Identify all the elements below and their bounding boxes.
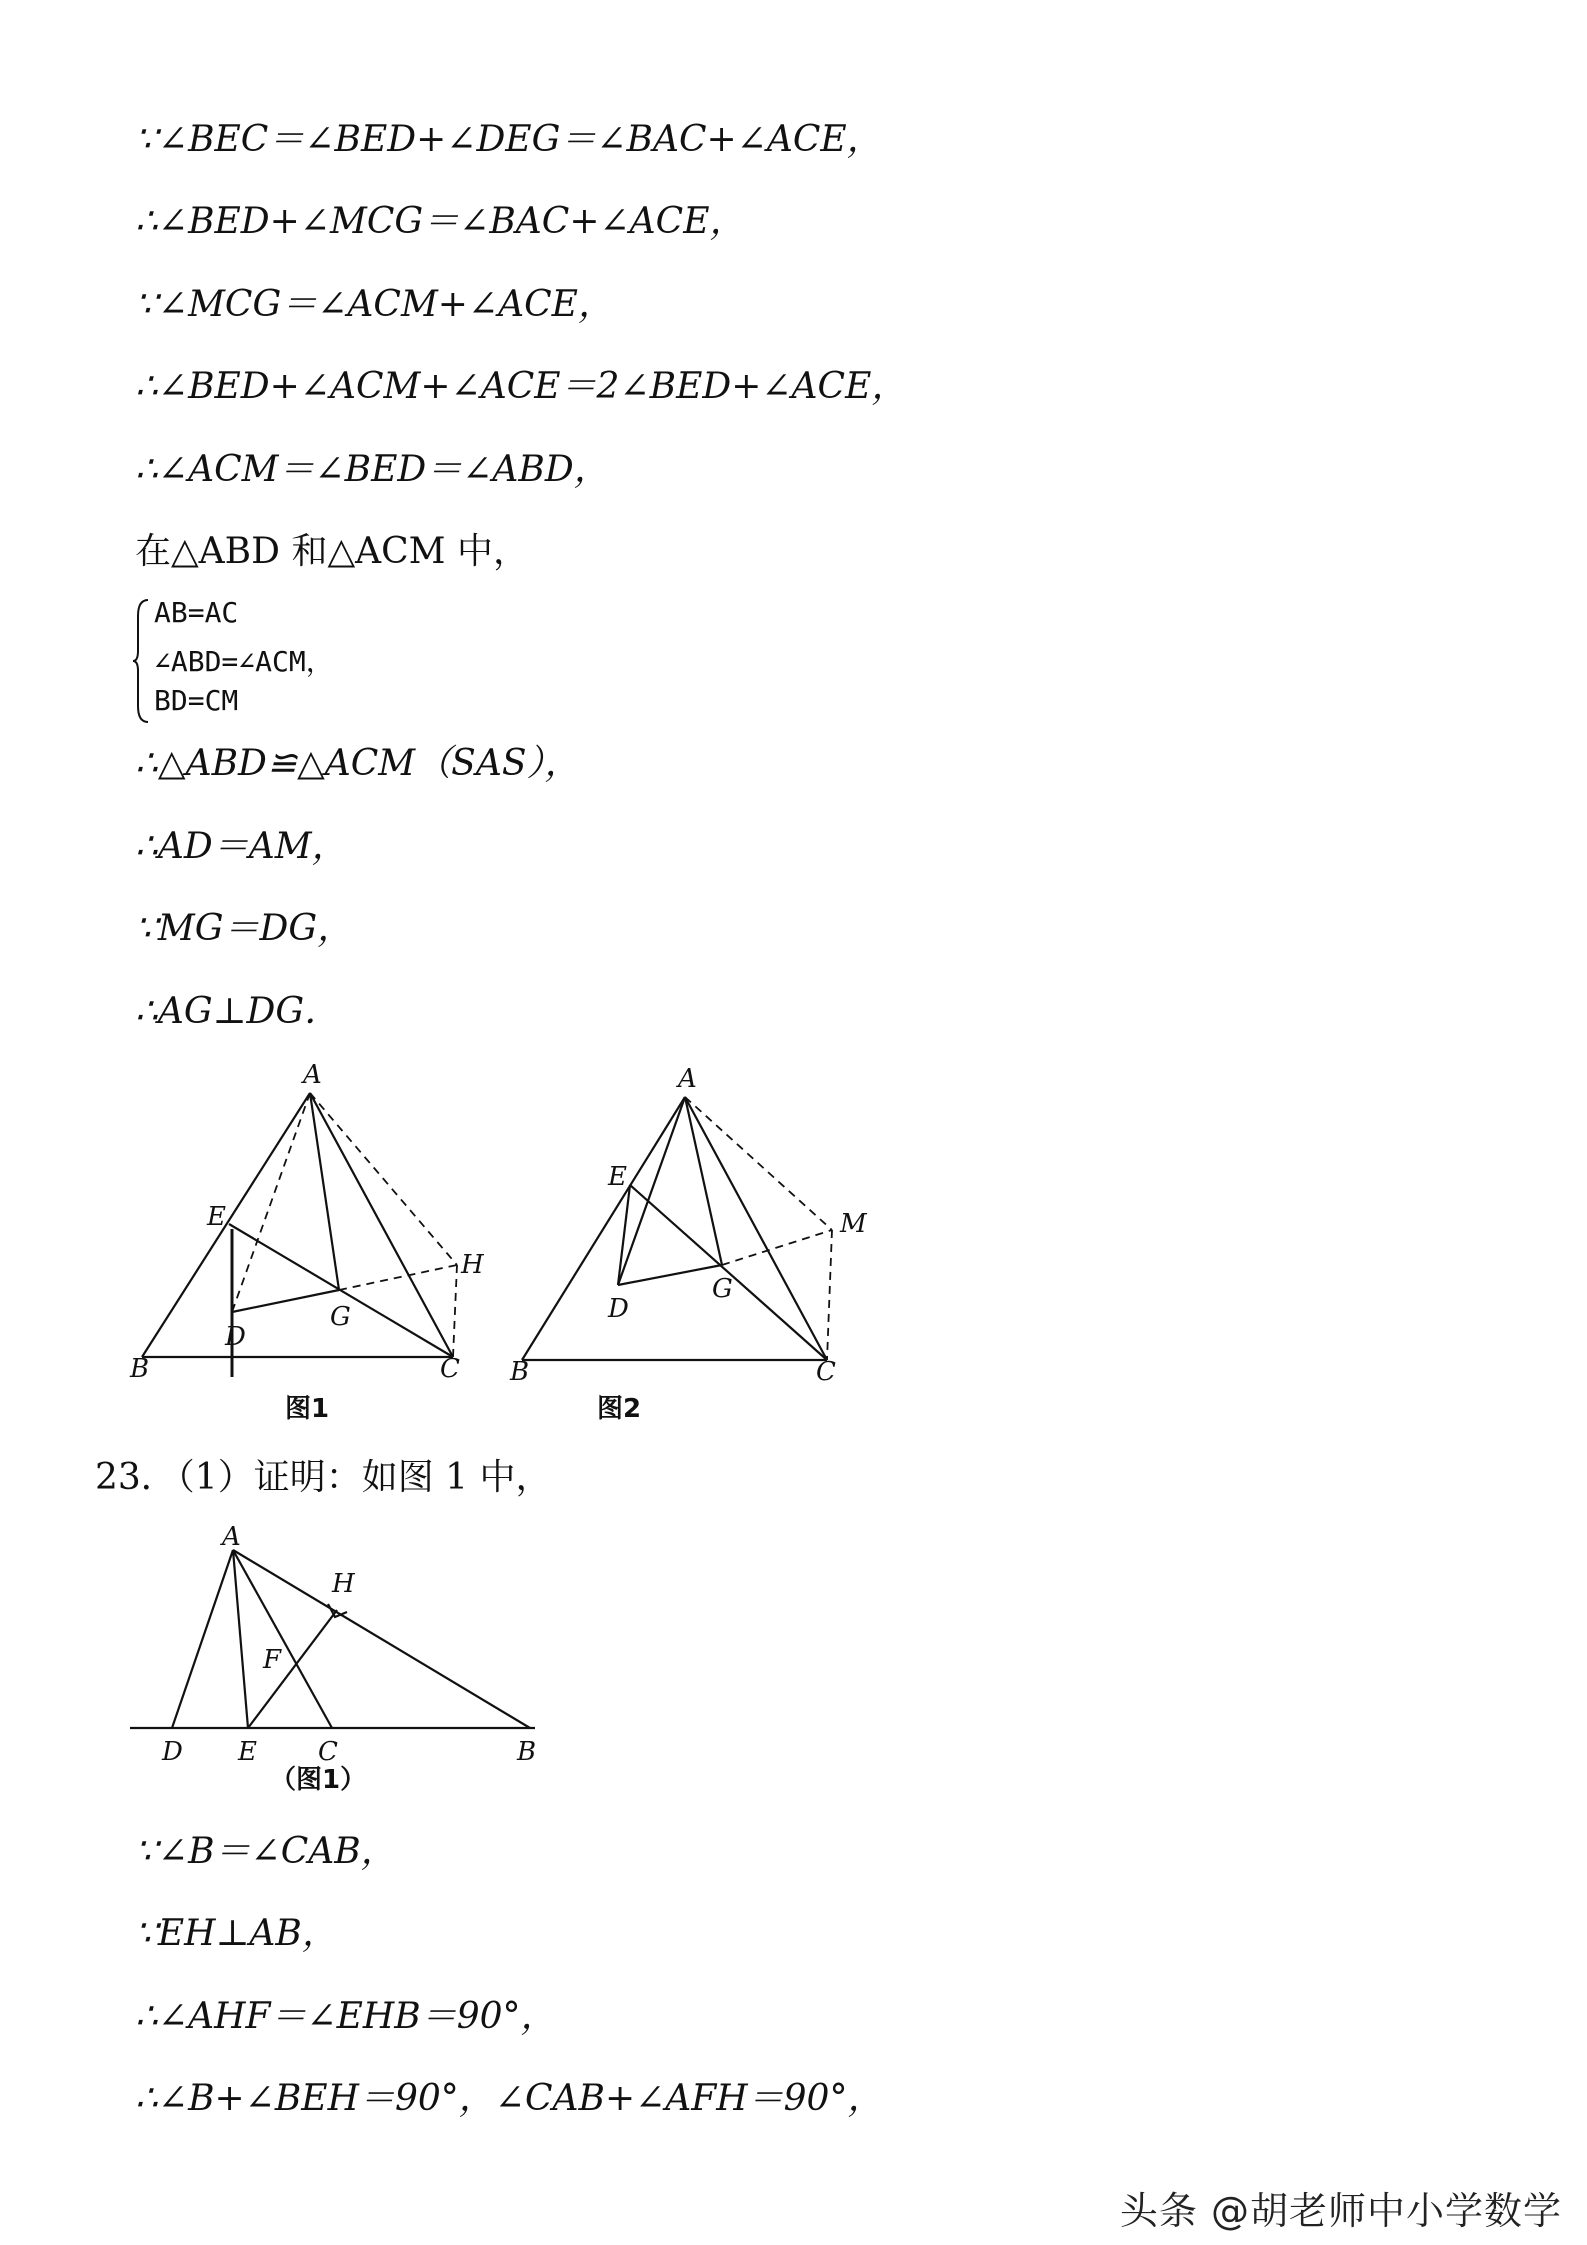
- proof-line-4: ∴∠BED+∠ACM+∠ACE＝2∠BED+∠ACE，: [135, 366, 908, 407]
- q23-label-e: E: [238, 1737, 257, 1767]
- brace-icon: [132, 596, 152, 726]
- q23-label-c: C: [318, 1737, 338, 1767]
- fig1-label-g: G: [330, 1302, 351, 1332]
- figure-2-diagram: [500, 1055, 900, 1435]
- fig2-label-m: M: [840, 1209, 867, 1239]
- proof-line-5: ∴∠ACM＝∠BED＝∠ABD，: [135, 449, 610, 490]
- question-23-heading: 23．（1）证明：如图 1 中，: [95, 1457, 552, 1498]
- proof2-line-4: ∴∠B+∠BEH＝90°，∠CAB+∠AFH＝90°，: [135, 2078, 884, 2119]
- q23-label-b: B: [517, 1737, 537, 1767]
- fig2-label-d: D: [608, 1294, 629, 1324]
- q23-caption: （图1）: [270, 1765, 367, 1795]
- watermark-text: 头条 @胡老师中小学数学: [1119, 2189, 1562, 2233]
- fig1-label-h: H: [461, 1250, 484, 1280]
- proof2-line-1: ∵∠B＝∠CAB，: [135, 1831, 397, 1872]
- proof-line-8: ∴AD＝AM，: [135, 826, 348, 867]
- q23-label-a: A: [222, 1522, 241, 1552]
- system-row-3: BD=CM: [154, 684, 239, 717]
- system-row-2: ∠ABD=∠ACM，: [154, 645, 334, 678]
- proof-line-9: ∵MG＝DG，: [135, 908, 354, 949]
- fig2-label-c: C: [816, 1357, 836, 1387]
- fig1-label-e: E: [207, 1202, 226, 1232]
- proof2-line-3: ∴∠AHF＝∠EHB＝90°，: [135, 1996, 557, 2037]
- fig1-label-b: B: [130, 1354, 150, 1384]
- fig1-label-d: D: [225, 1322, 246, 1352]
- fig2-label-a: A: [678, 1064, 697, 1094]
- equation-system: [132, 596, 392, 726]
- proof-line-2: ∴∠BED+∠MCG＝∠BAC+∠ACE，: [135, 201, 746, 242]
- proof2-line-2: ∵EH⊥AB，: [135, 1913, 338, 1954]
- fig1-label-a: A: [303, 1060, 322, 1090]
- fig2-label-e: E: [608, 1162, 627, 1192]
- q23-label-d: D: [162, 1737, 183, 1767]
- proof-line-7: ∴△ABD≌△ACM（SAS），: [135, 743, 581, 784]
- fig1-caption: 图1: [285, 1394, 330, 1424]
- fig1-label-c: C: [440, 1354, 460, 1384]
- system-row-1: AB=AC: [154, 596, 239, 629]
- fig2-label-b: B: [510, 1357, 530, 1387]
- fig2-caption: 图2: [597, 1394, 642, 1424]
- fig2-label-g: G: [712, 1274, 733, 1304]
- figure-q23-diagram: [125, 1520, 565, 1800]
- proof-line-10: ∴AG⊥DG．: [135, 991, 341, 1032]
- q23-label-f: F: [263, 1645, 282, 1675]
- q23-label-h: H: [332, 1569, 355, 1599]
- proof-line-6: 在△ABD 和△ACM 中，: [135, 531, 529, 572]
- proof-line-1: ∵∠BEC＝∠BED+∠DEG＝∠BAC+∠ACE，: [135, 119, 883, 160]
- proof-line-3: ∵∠MCG＝∠ACM+∠ACE，: [135, 284, 614, 325]
- figure-1-diagram: [125, 1055, 505, 1435]
